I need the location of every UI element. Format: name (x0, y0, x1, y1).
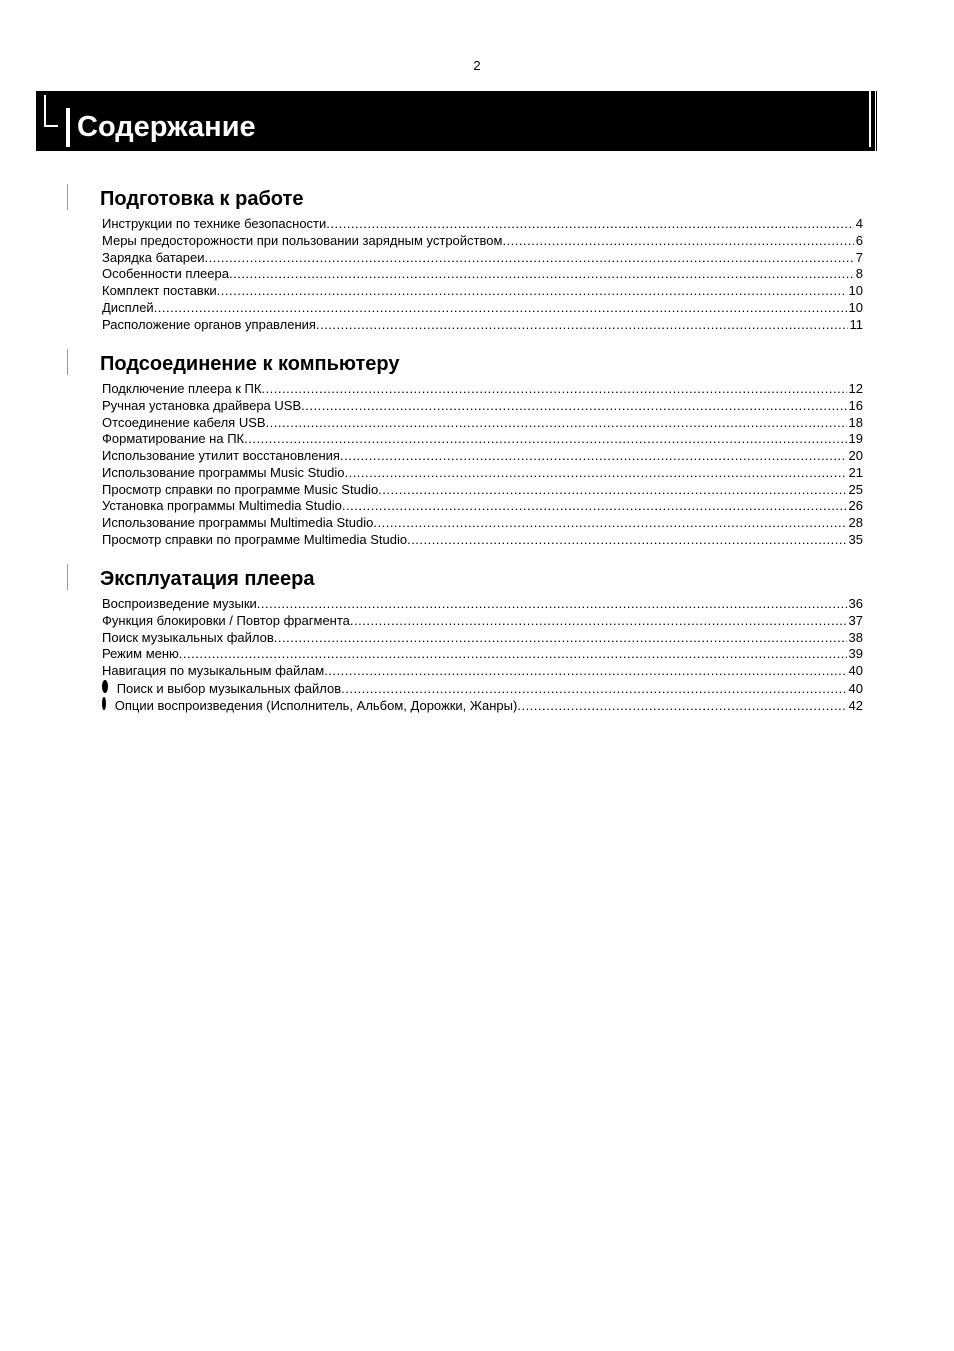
toc-entry[interactable] (102, 233, 863, 250)
toc-entry-label: Подключение плеера к ПК (102, 381, 262, 396)
section-heading: Подготовка к работе (100, 188, 304, 210)
toc-entry[interactable] (102, 283, 863, 300)
toc-entry-label: Режим меню (102, 646, 179, 662)
toc-dot-leader (257, 596, 847, 613)
toc-dot-leader (378, 482, 846, 499)
toc-entry[interactable] (102, 300, 863, 317)
banner-corner-mark-horizontal (44, 125, 58, 127)
toc-entry-label: Дисплей (102, 299, 154, 315)
toc-entry[interactable] (102, 266, 863, 283)
toc-entry-label: Расположение органов управления (102, 316, 316, 332)
toc-entry-label: Ручная установка драйвера USB (102, 397, 302, 413)
toc-entry-label: Использование программы Multimedia Studio (102, 515, 374, 530)
toc-entry-page: 4 (855, 216, 863, 231)
toc-entry-page: 26 (848, 498, 863, 514)
toc-entry-page: 7 (855, 249, 863, 265)
toc-entry[interactable] (102, 448, 863, 465)
toc-entry-label: Поиск и выбор музыкальных файлов (116, 680, 342, 696)
section-heading: Подсоединение к компьютеру (100, 353, 400, 375)
banner-edge-line-outer (875, 91, 876, 151)
toc-entry-label: Просмотр справки по программе Music Studio (102, 481, 379, 497)
toc-entry-page: 11 (849, 316, 863, 332)
toc-entry-page: 25 (848, 481, 863, 497)
toc-entry-page: 38 (848, 629, 863, 645)
toc-entry[interactable] (102, 381, 863, 398)
page-title: Содержание (77, 111, 256, 143)
toc-dot-leader (316, 317, 848, 334)
toc-entry-label: Инструкции по технике безопасности (102, 216, 327, 231)
toc-dot-leader (301, 398, 846, 415)
toc-entry[interactable] (102, 317, 863, 334)
toc-entry-page: 10 (848, 299, 863, 315)
toc-entry-page: 8 (855, 266, 863, 282)
toc-dot-leader (340, 448, 847, 465)
toc-entry-page: 35 (848, 531, 863, 547)
toc-entry-label: Использование программы Music Studio (102, 464, 345, 480)
toc-entry-label: Особенности плеера (102, 266, 229, 282)
toc-dot-leader (344, 465, 846, 482)
toc-entry-page: 20 (848, 448, 863, 463)
toc-entry[interactable] (102, 630, 863, 647)
toc-entry-page: 40 (848, 663, 863, 678)
toc-entry-label: Зарядка батареи (102, 249, 205, 265)
banner-accent-bar (66, 108, 70, 147)
toc-entry-label: Просмотр справки по программе Multimedia Studio (102, 531, 408, 547)
toc-entry-label: Функция блокировки / Повтор фрагмента (102, 612, 350, 628)
section-marker (67, 184, 68, 210)
banner-corner-mark (44, 95, 46, 127)
toc-dot-leader (217, 283, 847, 300)
toc-dot-leader (407, 532, 846, 549)
toc-dot-leader (342, 498, 847, 515)
toc-entry-page: 19 (848, 431, 863, 447)
toc-dot-leader (154, 300, 847, 317)
toc-entry[interactable] (102, 646, 863, 663)
toc-dot-leader (266, 415, 847, 432)
toc-entry-label: Навигация по музыкальным файлам (102, 663, 325, 678)
toc-dot-leader (324, 663, 846, 680)
toc-dot-leader (326, 216, 854, 233)
toc-entry[interactable] (102, 250, 863, 267)
section-heading: Эксплуатация плеера (100, 568, 315, 590)
title-banner (36, 91, 877, 151)
banner-edge-line (869, 91, 871, 147)
toc-entry-page: 28 (848, 515, 863, 530)
toc-entry-label: Форматирование на ПК (102, 431, 245, 447)
toc-entry[interactable] (102, 216, 863, 233)
toc-entry-label: Меры предосторожности при пользовании зарядным устройством (102, 232, 503, 248)
toc-entry[interactable] (102, 398, 863, 415)
toc-entry[interactable] (102, 415, 863, 432)
toc-entry-label: Воспроизведение музыки (102, 596, 257, 611)
toc-entry-label: Использование утилит восстановления (102, 448, 340, 463)
toc-entry-label: Отсоединение кабеля USB (102, 414, 266, 430)
toc-dot-leader (373, 515, 846, 532)
section-marker (67, 349, 68, 375)
section-marker (67, 564, 68, 590)
toc-dot-leader (229, 266, 854, 283)
toc-entry-label: Установка программы Multimedia Studio (102, 498, 342, 514)
toc-entry[interactable] (102, 680, 863, 697)
toc-entry[interactable] (102, 697, 863, 714)
toc-dot-leader (261, 381, 846, 398)
toc-dot-leader (244, 431, 846, 448)
toc-list (102, 596, 863, 713)
page-number: 2 (473, 58, 481, 73)
toc-entry-page: 39 (848, 646, 863, 662)
toc-entry[interactable] (102, 465, 863, 482)
toc-dot-leader (341, 681, 846, 697)
toc-dot-leader (179, 646, 847, 663)
toc-entry-label: Опции воспроизведения (Исполнитель, Альбом, Дорожки, Жанры) (114, 697, 518, 713)
toc-list (102, 381, 863, 549)
toc-entry[interactable] (102, 663, 863, 680)
toc-entry[interactable] (102, 613, 863, 630)
toc-entry[interactable] (102, 596, 863, 613)
toc-entry-page: 37 (848, 612, 863, 628)
toc-entry-page: 40 (848, 680, 863, 696)
toc-entry-page: 21 (848, 464, 863, 480)
toc-entry-page: 18 (848, 414, 863, 430)
bullet-icon (102, 697, 106, 710)
toc-entry-page: 42 (848, 697, 863, 713)
toc-dot-leader (274, 630, 847, 647)
toc-entry-label: Поиск музыкальных файлов (102, 629, 274, 645)
toc-entry-page: 16 (848, 397, 863, 413)
toc-dot-leader (502, 233, 853, 250)
toc-list (102, 216, 863, 333)
toc-entry-page: 36 (848, 596, 863, 611)
toc-entry[interactable] (102, 498, 863, 515)
toc-entry-page: 10 (848, 283, 863, 298)
toc-dot-leader (350, 613, 847, 630)
toc-entry[interactable] (102, 482, 863, 499)
toc-entry-page: 6 (855, 232, 863, 248)
toc-entry[interactable] (102, 532, 863, 549)
toc-entry-page: 12 (848, 381, 863, 396)
bullet-icon (102, 680, 108, 693)
toc-entry-label: Комплект поставки (102, 283, 217, 298)
toc-entry[interactable] (102, 431, 863, 448)
toc-entry[interactable] (102, 515, 863, 532)
toc-dot-leader (204, 250, 853, 267)
toc-dot-leader (517, 698, 846, 714)
